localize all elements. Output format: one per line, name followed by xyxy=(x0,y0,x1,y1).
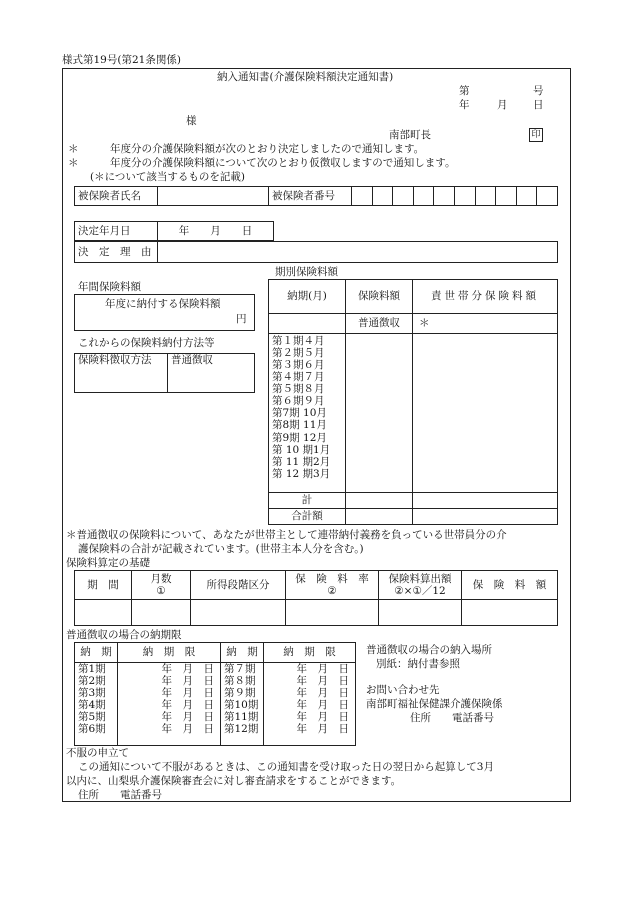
insured-number-label: 被保険者番号 xyxy=(269,187,352,206)
form-title: 納入通知書(介護保険料額決定通知書) xyxy=(217,71,394,83)
contact-address: 住所 電話番号 xyxy=(410,712,494,724)
payment-place-detail: 別紙：納付書参照 xyxy=(376,658,460,670)
addressee-sama: 様 xyxy=(186,115,197,127)
basis-table xyxy=(74,570,558,626)
periodic-sub-mark: ＊ xyxy=(413,314,558,334)
method-table xyxy=(74,353,255,393)
deadline-period: 第5期 xyxy=(78,711,106,724)
deadline-col-date-left: 納 期 限 xyxy=(118,643,221,663)
annual-line1: 年度に納付する保険料額 xyxy=(105,298,221,310)
appeal-heading: 不服の申立て xyxy=(66,747,129,759)
period-row: 第５期８月 xyxy=(272,383,325,396)
household-note-1: ＊普通徴収の保険料について、あなたが世帯主として連帯納付義務を負っている世帯員分の介 xyxy=(66,529,507,541)
deadline-period: 第10期 xyxy=(224,699,259,712)
annual-heading: 年間保険料額 xyxy=(78,281,141,293)
period-row: 第３期６月 xyxy=(272,359,325,372)
basis-heading: 保険料算定の基礎 xyxy=(66,557,150,569)
contact-dept: 南部町福祉保健課介護保険係 xyxy=(366,698,503,710)
periodic-col-period: 納期(月) xyxy=(269,280,346,314)
appeal-text-2: 以内に、山梨県介護保険審査会に対し審査請求をすることができます。 xyxy=(66,775,402,787)
deadline-date: 年 月 日 xyxy=(161,711,214,724)
appeal-footer: 住所 電話番号 xyxy=(78,789,162,801)
notice-note: (＊について該当するものを記載) xyxy=(90,171,245,183)
deadline-period: 第6期 xyxy=(78,723,106,736)
annual-unit: 円 xyxy=(236,313,247,325)
basis-col-rate: 保 険 料 率 ② xyxy=(286,571,379,600)
insured-name-label: 被保険者氏名 xyxy=(75,187,158,206)
decision-date-label: 決定年月日 xyxy=(75,222,158,241)
deadline-period: 第2期 xyxy=(78,675,106,688)
periodic-heading: 期別保険料額 xyxy=(275,266,338,278)
deadline-date: 年 月 日 xyxy=(296,711,349,724)
deadline-col-period-right: 納 期 xyxy=(221,643,264,663)
periodic-total: 計 xyxy=(269,493,346,509)
deadline-date: 年 月 日 xyxy=(296,663,349,675)
basis-col-period: 期 間 xyxy=(75,571,132,600)
appeal-text-1: この通知について不服があるときは、この通知書を受け取った日の翌日から起算して3月 xyxy=(78,761,494,773)
periodic-col-household: 責世帯分保険料額 xyxy=(413,280,558,314)
deadline-period: 第８期 xyxy=(224,675,256,688)
deadline-date: 年 月 日 xyxy=(296,675,349,688)
deadline-date: 年 月 日 xyxy=(161,723,214,736)
deadline-date: 年 月 日 xyxy=(161,663,214,675)
period-row: 第 12 期3月 xyxy=(272,467,331,480)
notice-2-text: 年度分の介護保険料額について次のとおり仮徴収しますので通知します。 xyxy=(110,157,456,169)
basis-col-months: 月数 ① xyxy=(132,571,191,600)
period-row: 第２期５月 xyxy=(272,347,325,360)
decision-reason-value xyxy=(158,242,558,263)
period-row: 第7期 10月 xyxy=(272,407,327,420)
deadline-date: 年 月 日 xyxy=(161,675,214,688)
deadline-date: 年 月 日 xyxy=(296,723,349,736)
deadline-period: 第９期 xyxy=(224,687,256,700)
deadline-period: 第1期 xyxy=(78,663,106,675)
deadline-date: 年 月 日 xyxy=(296,699,349,712)
periodic-grand-total: 合計額 xyxy=(269,509,346,525)
contact-heading: お問い合わせ先 xyxy=(366,684,440,696)
deadline-col-date-right: 納 期 限 xyxy=(264,643,356,663)
notice-2-mark: ＊ xyxy=(68,157,79,169)
doc-no-go: 号 xyxy=(533,85,544,97)
decision-reason-table xyxy=(74,241,558,263)
deadline-date: 年 月 日 xyxy=(161,699,214,712)
deadline-period: 第12期 xyxy=(224,723,259,736)
insured-table xyxy=(74,186,558,206)
period-row: 第４期７月 xyxy=(272,371,325,384)
periodic-col-amount: 保険料額 xyxy=(346,280,413,314)
deadline-period: 第11期 xyxy=(224,711,259,724)
issuer: 南部町長 xyxy=(389,129,431,141)
deadline-table xyxy=(74,642,356,746)
decision-date-value: 年 月 日 xyxy=(158,222,274,241)
insured-name-value xyxy=(158,187,269,206)
payment-place-heading: 普通徴収の場合の納入場所 xyxy=(366,644,492,656)
doc-no-dai: 第 xyxy=(459,85,470,97)
deadline-date: 年 月 日 xyxy=(296,687,349,700)
basis-col-calc: 保険料算出額 ②×①／12 xyxy=(379,571,462,600)
period-row: 第 11 期2月 xyxy=(272,455,331,468)
deadline-col-period-left: 納 期 xyxy=(75,643,118,663)
household-note-2: 護保険料の合計が記載されています。(世帯主本人分を含む。) xyxy=(78,543,364,555)
deadline-period: 第７期 xyxy=(224,663,256,675)
deadline-heading: 普通徴収の場合の納期限 xyxy=(66,629,182,641)
deadline-period: 第3期 xyxy=(78,687,106,700)
date-month: 月 xyxy=(497,99,508,111)
notice-1-text: 年度分の介護保険料額が次のとおり決定しましたので通知します。 xyxy=(110,143,425,155)
seal-mark: 印 xyxy=(529,128,543,142)
form-label: 様式第19号(第21条関係) xyxy=(62,54,181,66)
periodic-sub-ordinary: 普通徴収 xyxy=(346,314,413,334)
period-row: 第１期４月 xyxy=(272,335,325,347)
deadline-period: 第4期 xyxy=(78,699,106,712)
method-heading: これからの保険料納付方法等 xyxy=(78,337,215,349)
basis-col-amount: 保 険 料 額 xyxy=(462,571,558,600)
period-row: 第 10 期1月 xyxy=(272,443,331,456)
basis-col-grade: 所得段階区分 xyxy=(191,571,286,600)
method-label: 保険料徴収方法 xyxy=(75,354,168,393)
periodic-table xyxy=(268,279,558,525)
deadline-date: 年 月 日 xyxy=(161,687,214,700)
period-row: 第9期 12月 xyxy=(272,431,327,444)
period-row: 第６期９月 xyxy=(272,395,325,408)
notice-1-mark: ＊ xyxy=(68,143,79,155)
method-value: 普通徴収 xyxy=(168,354,255,393)
period-row: 第8期 11月 xyxy=(272,419,327,432)
date-year: 年 xyxy=(459,99,470,111)
decision-date-table xyxy=(74,221,274,241)
periodic-period-list xyxy=(269,334,346,493)
date-day: 日 xyxy=(533,99,544,111)
decision-reason-label: 決 定 理 由 xyxy=(75,242,158,263)
